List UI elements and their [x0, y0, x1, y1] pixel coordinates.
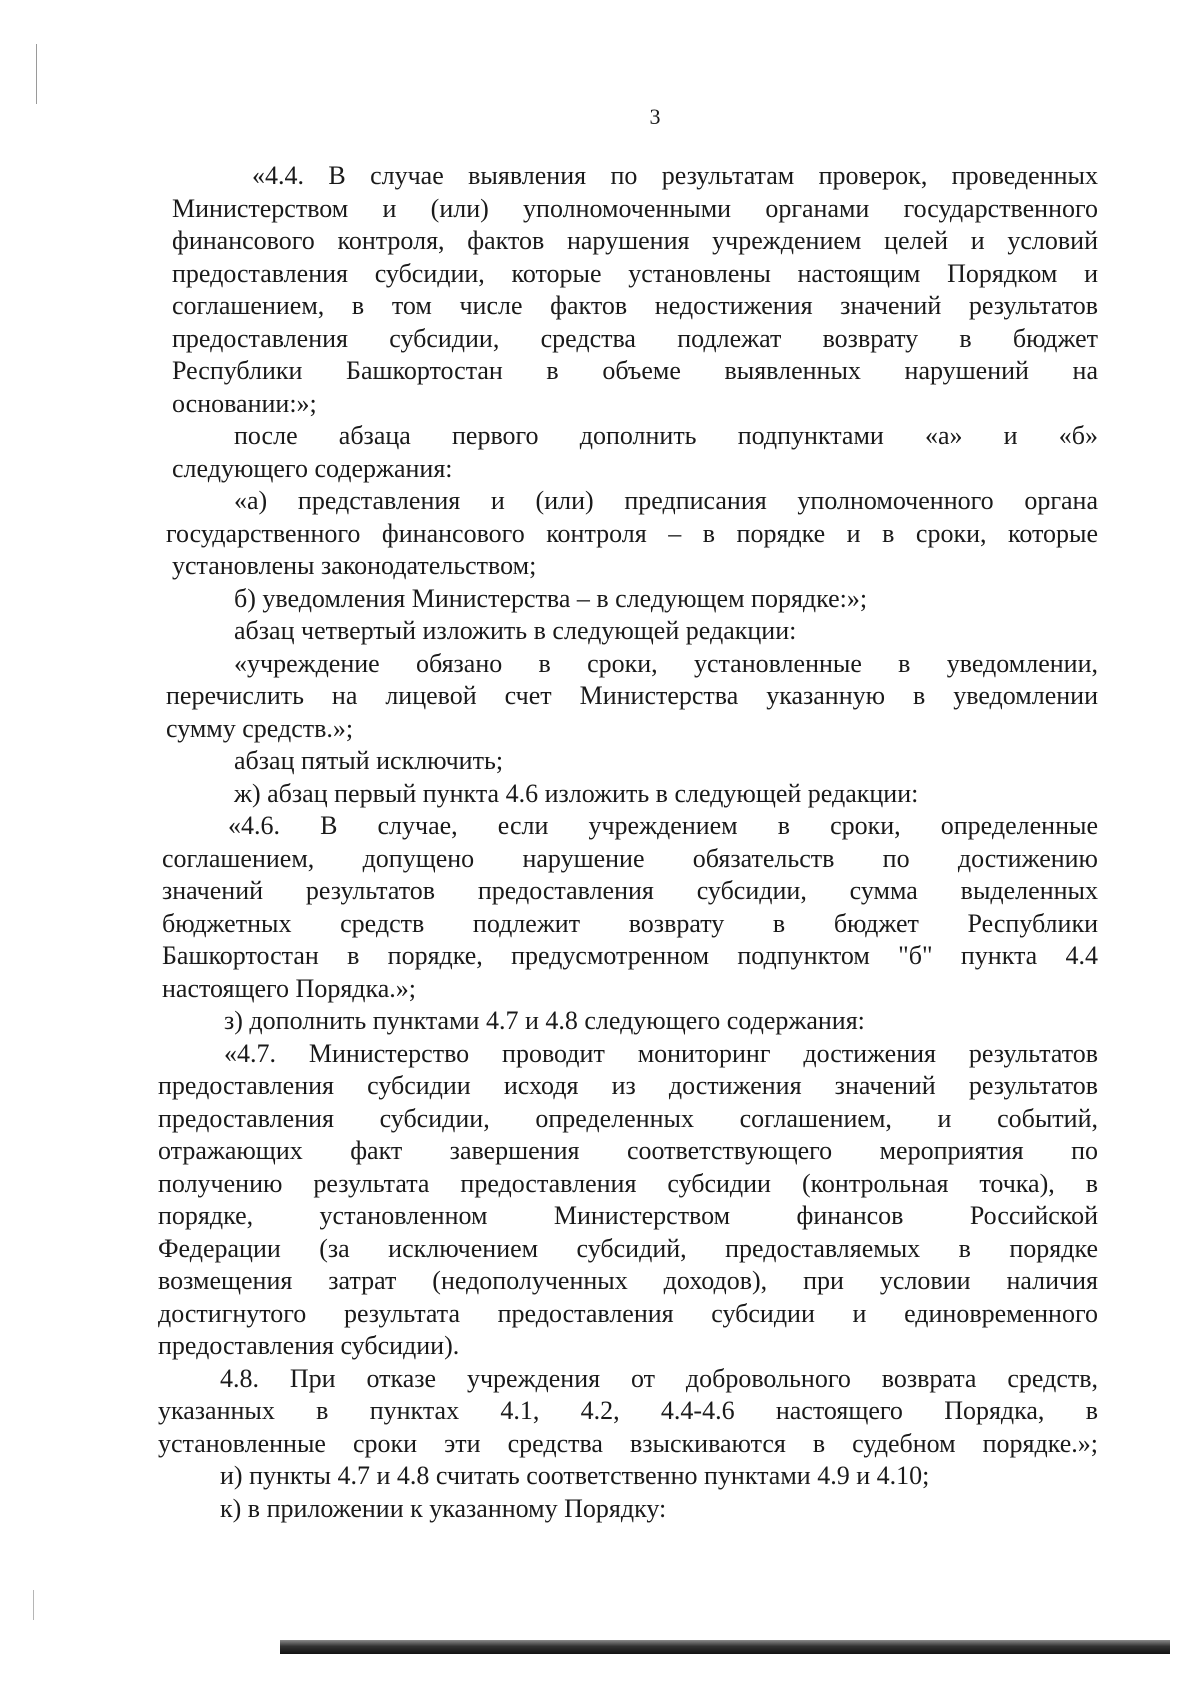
text-line: Башкортостан в порядке, предусмотренном подпунктом "б" пункта 4.4 [162, 941, 1098, 970]
text-line: бюджетных средств подлежит возврату в бюджет Республики [162, 908, 1098, 938]
text-line: «4.7. Министерство проводит мониторинг достижения результатов [224, 1038, 1098, 1068]
text-line: предоставления субсидии, которые установлены настоящим Порядком и [172, 258, 1098, 288]
text-line: порядке, установленном Министерством финансов Российской [158, 1201, 1098, 1230]
text-line: к) в приложении к указанному Порядку: [220, 1493, 667, 1523]
text-line: государственного финансового контроля – в порядке и в сроки, которые [166, 518, 1098, 548]
text-line: установлены законодательством; [172, 551, 537, 580]
scan-edge-mark [33, 1590, 34, 1620]
document-body [158, 160, 1098, 1525]
text-line: б) уведомления Министерства – в следующем порядке:»; [234, 583, 868, 613]
text-line: предоставления субсидии). [158, 1331, 460, 1360]
text-line: перечислить на лицевой счет Министерства указанную в уведомлении [166, 681, 1098, 710]
text-line: абзац пятый исключить; [234, 746, 504, 775]
text-line: возмещения затрат (недополученных доходов), при условии наличия [158, 1266, 1098, 1295]
text-line: отражающих факт завершения соответствующего мероприятия по [158, 1136, 1098, 1165]
text-line: настоящего Порядка.»; [162, 973, 417, 1003]
text-line: Республики Башкортостан в объеме выявленных нарушений на [172, 356, 1098, 385]
text-line: получению результата предоставления субсидии (контрольная точка), в [158, 1168, 1098, 1198]
text-line: предоставления субсидии, средства подлежат возврату в бюджет [172, 323, 1098, 353]
text-line: после абзаца первого дополнить подпунктами «а» и «б» [234, 421, 1098, 450]
text-line: з) дополнить пунктами 4.7 и 4.8 следующего содержания: [224, 1006, 865, 1035]
text-line: «4.4. В случае выявления по результатам проверок, проведенных [252, 161, 1098, 190]
text-line: указанных в пунктах 4.1, 4.2, 4.4-4.6 настоящего Порядка, в [158, 1396, 1098, 1425]
text-line: «а) представления и (или) предписания уполномоченного органа [234, 486, 1098, 515]
text-line: предоставления субсидии, определенных соглашением, и событий, [158, 1103, 1098, 1133]
text-line: и) пункты 4.7 и 4.8 считать соответственно пунктами 4.9 и 4.10; [220, 1461, 930, 1490]
text-line: 4.8. При отказе учреждения от добровольного возврата средств, [220, 1363, 1098, 1393]
text-line: предоставления субсидии исходя из достижения значений результатов [158, 1071, 1098, 1100]
text-line: установленные сроки эти средства взыскиваются в судебном порядке.»; [158, 1428, 1098, 1458]
text-line: абзац четвертый изложить в следующей редакции: [234, 616, 797, 645]
text-line: «учреждение обязано в сроки, установленные в уведомлении, [234, 648, 1098, 678]
text-line: соглашением, допущено нарушение обязательств по достижению [162, 843, 1098, 873]
scan-edge-mark [36, 44, 37, 104]
text-line: сумму средств.»; [166, 713, 354, 743]
text-line: следующего содержания: [172, 453, 453, 483]
text-line: соглашением, в том числе фактов недостижения значений результатов [172, 291, 1098, 320]
text-line: Федерации (за исключением субсидий, предоставляемых в порядке [158, 1233, 1098, 1263]
text-line: Министерством и (или) уполномоченными органами государственного [172, 193, 1098, 223]
scan-bottom-bar [280, 1640, 1170, 1654]
text-line: достигнутого результата предоставления субсидии и единовременного [158, 1298, 1098, 1328]
text-line: финансового контроля, фактов нарушения учреждением целей и условий [172, 226, 1098, 255]
text-line: «4.6. В случае, если учреждением в сроки, определенные [228, 811, 1098, 840]
text-line: основании:»; [172, 388, 317, 418]
text-line: ж) абзац первый пункта 4.6 изложить в следующей редакции: [234, 778, 919, 808]
page-number: 3 [649, 104, 661, 129]
text-line: значений результатов предоставления субсидии, сумма выделенных [162, 876, 1098, 905]
